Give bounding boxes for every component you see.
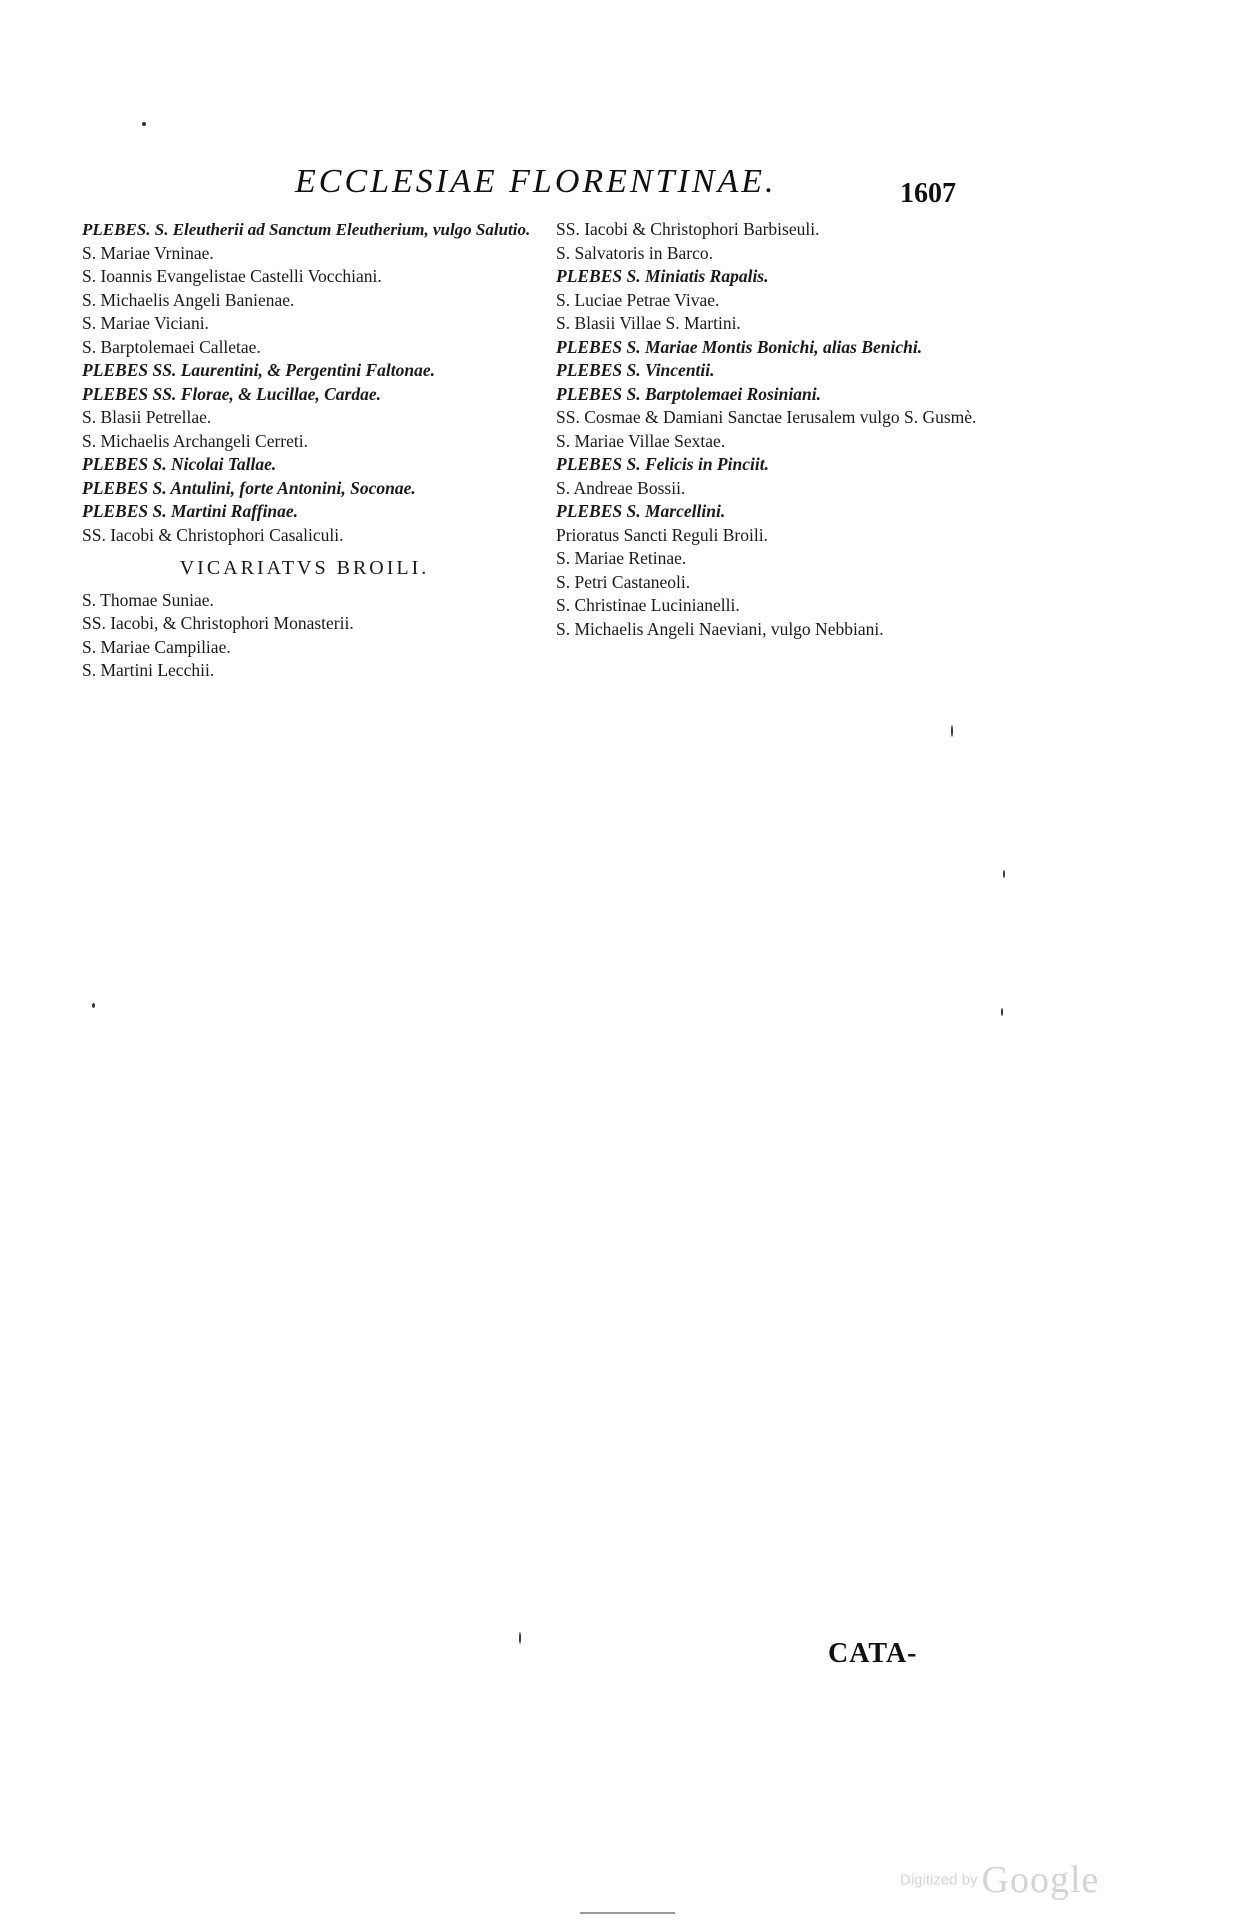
- section-heading: VICARIATVS BROILI.: [179, 557, 430, 579]
- left-column: [82, 218, 537, 683]
- scan-speck: [1001, 1008, 1003, 1016]
- catchword: CATA-: [828, 1638, 918, 1669]
- list-item: S. Mariae Retinae.: [556, 548, 687, 568]
- scan-speck: [519, 1632, 521, 1644]
- list-item: Prioratus Sancti Reguli Broili.: [556, 524, 768, 545]
- watermark-prefix: Digitized by: [900, 1871, 978, 1889]
- right-entry-list: [556, 218, 1006, 641]
- list-item: S. Barptolemaei Calletae.: [82, 336, 261, 357]
- list-item: S. Mariae Villae Sextae.: [556, 430, 726, 451]
- list-item: SS. Cosmae & Damiani Sanctae Ierusalem vulgo S. Gusmè.: [556, 407, 977, 427]
- list-item: PLEBES S. Nicolai Tallae.: [82, 454, 277, 474]
- list-item: S. Ioannis Evangelistae Castelli Vocchiani.: [82, 266, 382, 286]
- list-item: PLEBES SS. Laurentini, & Pergentini Faltonae.: [82, 360, 435, 380]
- left-entry-list-vicariatus: [82, 589, 537, 683]
- list-item: PLEBES S. Felicis in Pinciit.: [556, 454, 769, 474]
- list-item: PLEBES S. Mariae Montis Bonichi, alias Benichi.: [556, 336, 923, 357]
- right-column: [556, 218, 1006, 641]
- list-item: PLEBES SS. Florae, & Lucillae, Cardae.: [82, 383, 381, 404]
- page-number: 1607: [900, 178, 956, 209]
- left-entry-list: [82, 218, 537, 547]
- bottom-rule: [580, 1912, 675, 1914]
- list-item: S. Michaelis Angeli Banienae.: [82, 289, 295, 310]
- list-item: S. Mariae Vrninae.: [82, 242, 214, 263]
- list-item: PLEBES S. Vincentii.: [556, 360, 715, 380]
- watermark-logo-text: Google: [981, 1859, 1100, 1901]
- list-item: S. Salvatoris in Barco.: [556, 242, 713, 263]
- scan-speck: [142, 122, 146, 126]
- list-item: PLEBES S. Martini Raffinae.: [82, 501, 299, 521]
- list-item: S. Christinae Lucinianelli.: [556, 595, 740, 615]
- list-item: S. Michaelis Angeli Naeviani, vulgo Nebbiani.: [556, 618, 884, 639]
- list-item: S. Blasii Villae S. Martini.: [556, 313, 741, 333]
- list-item: SS. Iacobi, & Christophori Monasterii.: [82, 613, 354, 633]
- list-item: PLEBES S. Miniatis Rapalis.: [556, 266, 769, 286]
- list-item: S. Andreae Bossii.: [556, 477, 686, 498]
- list-item: S. Mariae Viciani.: [82, 313, 209, 333]
- list-item: SS. Iacobi & Christophori Barbiseuli.: [556, 219, 820, 239]
- list-item: S. Thomae Suniae.: [82, 589, 214, 610]
- list-item: SS. Iacobi & Christophori Casaliculi.: [82, 524, 344, 545]
- scan-speck: [951, 725, 953, 737]
- list-item: S. Blasii Petrellae.: [82, 407, 212, 427]
- list-item: PLEBES S. Marcellini.: [556, 501, 726, 521]
- list-item: S. Martini Lecchii.: [82, 660, 215, 680]
- list-item: S. Michaelis Archangeli Cerreti.: [82, 430, 308, 451]
- scan-speck: [1003, 870, 1005, 878]
- digitization-watermark: [900, 1858, 1099, 1902]
- scan-speck: [92, 1003, 95, 1008]
- list-item: PLEBES. S. Eleutherii ad Sanctum Eleutherium, vulgo Salutio.: [82, 220, 531, 239]
- list-item: S. Petri Castaneoli.: [556, 571, 691, 592]
- list-item: PLEBES S. Barptolemaei Rosiniani.: [556, 383, 821, 404]
- list-item: S. Luciae Petrae Vivae.: [556, 289, 720, 310]
- running-header-title: ECCLESIAE FLORENTINAE.: [295, 163, 777, 200]
- list-item: S. Mariae Campiliae.: [82, 636, 231, 657]
- list-item: PLEBES S. Antulini, forte Antonini, Soconae.: [82, 477, 416, 498]
